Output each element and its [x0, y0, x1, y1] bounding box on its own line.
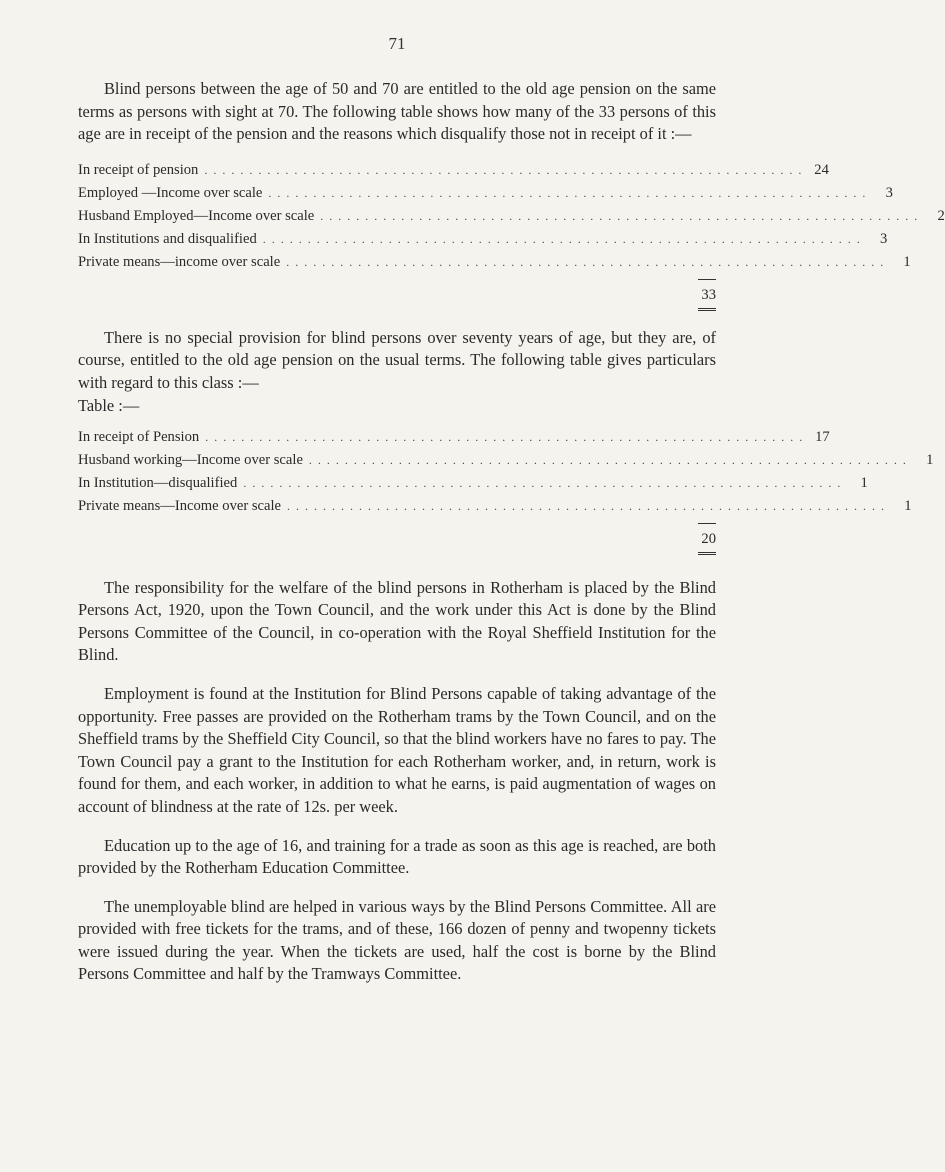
table-row	[78, 184, 893, 208]
paragraph-pension-50-70: Blind persons between the age of 50 and 70 are entitled to the old age pension on the same terms as persons with sight at 70. The following table shows how many of the 33 persons of this age are in receipt of the pension and the reasons which disqualify those not in receipt of it :—	[78, 79, 716, 144]
total-double-rule	[698, 308, 716, 311]
document-page	[78, 34, 945, 1002]
row-value: 3	[885, 184, 893, 201]
total-double-rule	[698, 552, 716, 555]
paragraph-education: Education up to the age of 16, and training for a trade as soon as this age is reached, are both provided by the Rotherham Education Committee.	[78, 835, 716, 878]
leader-dots: . . . . . . . . . . . . . . . . . . . . . . . . . . . . . . . . . . . . . . . . . . . . . . . . . . . . . . . . . . . . . . . . . . .	[204, 162, 803, 177]
leader-dots: . . . . . . . . . . . . . . . . . . . . . . . . . . . . . . . . . . . . . . . . . . . . . . . . . . . . . . . . . . . . . . . . . . .	[205, 429, 804, 444]
table-row	[78, 497, 912, 521]
row-value: 1	[926, 451, 934, 468]
row-value: 24	[814, 161, 829, 178]
table-row	[78, 161, 829, 185]
table-row	[78, 230, 888, 254]
paragraph-unemployable: The unemployable blind are helped in various ways by the Blind Persons Committee. All are provided with free tickets for the trams, and of these, 166 dozen of penny and twopenny tickets were issued during the year. When the tickets are used, half the cost is borne by the Blind Persons Committee and half by the Tramways Committee.	[78, 896, 716, 984]
total-rule	[698, 279, 716, 280]
table-total	[690, 523, 716, 555]
paragraph-employment: Employment is found at the Institution for Blind Persons capable of taking advantage of the opportunity. Free passes are provided on the Rotherham trams by the Town Council, and on the Sheffield trams by the Sheffield City Council, so that the blind workers have no fares to pay. The Town Council pay a grant to the Institution for each Rotherham worker, and, in return, work is found for them, and each worker, in addition to what he earns, is paid augmentation of wages on account of blindness at the rate of 12s. per week.	[78, 683, 716, 816]
pension-table-50-70	[78, 161, 945, 311]
row-value: 17	[815, 428, 830, 445]
total-value: 20	[701, 530, 716, 547]
row-label: Employed —Income over scale	[78, 184, 263, 201]
leader-dots: . . . . . . . . . . . . . . . . . . . . . . . . . . . . . . . . . . . . . . . . . . . . . . . . . . . . . . . . . . . . . . . . . . .	[320, 208, 919, 223]
table-row	[78, 474, 868, 498]
row-label: Private means—Income over scale	[78, 497, 282, 514]
paragraph-over-seventy: There is no special provision for blind persons over seventy years of age, but they are, of course, entitled to the old age pension on the usual terms. The following table gives particulars with regard to this class :—	[78, 327, 716, 392]
pension-table-over-70	[78, 428, 934, 555]
total-rule	[698, 523, 716, 524]
row-value: 2	[937, 207, 945, 224]
table-label: Table :—	[78, 395, 140, 415]
leader-dots: . . . . . . . . . . . . . . . . . . . . . . . . . . . . . . . . . . . . . . . . . . . . . . . . . . . . . . . . . . . . . . . . . . .	[268, 185, 867, 200]
row-label: Husband working—Income over scale	[78, 451, 303, 468]
table-row	[78, 428, 830, 452]
row-value: 1	[903, 253, 911, 270]
table-row	[78, 253, 911, 277]
row-value: 1	[904, 497, 912, 514]
leader-dots: . . . . . . . . . . . . . . . . . . . . . . . . . . . . . . . . . . . . . . . . . . . . . . . . . . . . . . . . . . . . . . . . . . .	[287, 498, 886, 513]
leader-dots: . . . . . . . . . . . . . . . . . . . . . . . . . . . . . . . . . . . . . . . . . . . . . . . . . . . . . . . . . . . . . . . . . . .	[308, 452, 908, 467]
row-label: In Institutions and disqualified	[78, 230, 257, 247]
table-total	[690, 279, 716, 311]
total-value: 33	[701, 286, 716, 303]
leader-dots: . . . . . . . . . . . . . . . . . . . . . . . . . . . . . . . . . . . . . . . . . . . . . . . . . . . . . . . . . . . . . . . . . . .	[243, 475, 842, 490]
page-number: 71	[388, 34, 406, 53]
leader-dots: . . . . . . . . . . . . . . . . . . . . . . . . . . . . . . . . . . . . . . . . . . . . . . . . . . . . . . . . . . . . . . . . . . .	[286, 254, 885, 269]
row-label: Private means—income over scale	[78, 253, 281, 270]
row-value: 3	[879, 230, 888, 247]
table-row	[78, 451, 934, 475]
row-label: In Institution—disqualified	[78, 474, 238, 491]
paragraph-responsibility: The responsibility for the welfare of the blind persons in Rotherham is placed by the Blind Persons Act, 1920, upon the Town Council, and the work under this Act is done by the Blind Persons Committee of the Council, in co-operation with the Royal Sheffield Institution for the Blind.	[78, 577, 716, 665]
row-label: In receipt of Pension	[78, 428, 200, 445]
row-value: 1	[860, 474, 868, 491]
leader-dots: . . . . . . . . . . . . . . . . . . . . . . . . . . . . . . . . . . . . . . . . . . . . . . . . . . . . . . . . . . . . . . . . . . .	[262, 231, 862, 246]
row-label: In receipt of pension	[78, 161, 199, 178]
row-label: Husband Employed—Income over scale	[78, 207, 315, 224]
table-row	[78, 207, 945, 231]
